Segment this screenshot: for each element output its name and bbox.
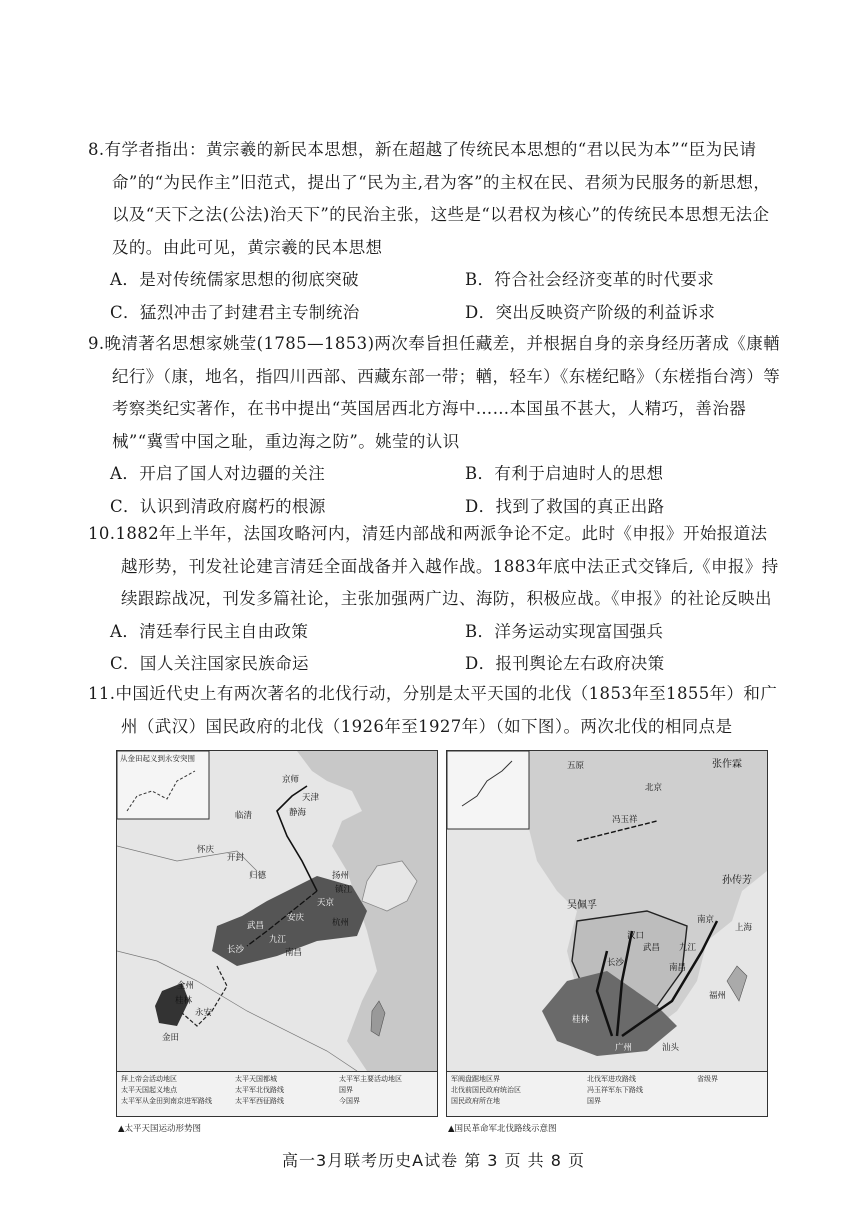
map-label: 天津 bbox=[302, 793, 320, 803]
map-label: 武昌 bbox=[247, 921, 265, 931]
option-d: D．报刊舆论左右政府决策 bbox=[465, 654, 665, 673]
option-c: C．国人关注国家民族命运 bbox=[110, 654, 309, 673]
legend-item: 太平军西征路线 bbox=[235, 1097, 284, 1105]
option-b: B．有利于启迪时人的思想 bbox=[465, 464, 664, 483]
option-c: C．认识到清政府腐朽的根源 bbox=[110, 496, 326, 516]
map-label: 广州 bbox=[615, 1043, 633, 1053]
map-label: 武昌 bbox=[643, 943, 661, 953]
map-label: 汕头 bbox=[662, 1043, 680, 1053]
option-c: C．猛烈冲击了封建君主专制统治 bbox=[110, 302, 360, 322]
map-label: 开封 bbox=[227, 853, 245, 863]
northern-expedition-map bbox=[446, 750, 768, 1117]
question-stem: 10.1882年上半年，法国攻略河内，清廷内部战和两派争论不定。此时《申报》开始报道法越形势，刊发社论建言清廷全面战备并入越作战。1883年底中法正式交锋后,《申报》持续跟踪战况，刊发多篇社论，主张加强两广边、海防，积极应战。《申报》的社论反映出 bbox=[88, 524, 779, 608]
legend-item: 国民政府所在地 bbox=[451, 1097, 500, 1105]
map-label: 南昌 bbox=[669, 963, 687, 973]
map-label: 金田 bbox=[162, 1033, 180, 1043]
map-label: 桂林 bbox=[572, 1015, 590, 1025]
map-label: 杭州 bbox=[332, 918, 350, 928]
legend-item: 拜上帝会活动地区 bbox=[121, 1075, 177, 1083]
options bbox=[88, 616, 784, 681]
map-label: 安庆 bbox=[287, 913, 305, 923]
legend-item: 北伐前国民政府统治区 bbox=[451, 1086, 521, 1094]
page-footer: 高一3月联考历史A试卷 第 3 页 共 8 页 bbox=[281, 1151, 585, 1170]
map-label: 桂林 bbox=[175, 996, 193, 1006]
option-d: D．突出反映资产阶级的利益诉求 bbox=[465, 302, 716, 322]
map-label: 九江 bbox=[679, 943, 697, 953]
map-label: 临清 bbox=[235, 811, 253, 821]
legend-item: 太平天国起义地点 bbox=[121, 1086, 177, 1094]
map-label: 全州 bbox=[177, 981, 195, 991]
map-label: 九江 bbox=[269, 935, 287, 945]
map-label: 扬州 bbox=[332, 871, 350, 881]
taiping-map bbox=[116, 750, 438, 1117]
map-label: 长沙 bbox=[227, 945, 245, 955]
map-label: 张作霖 bbox=[712, 759, 742, 770]
map-label: 归德 bbox=[249, 871, 267, 881]
map-label: 南京 bbox=[697, 915, 715, 925]
question-8 bbox=[88, 134, 784, 329]
map-label: 京师 bbox=[282, 775, 300, 785]
question-stem: 9.晚清著名思想家姚莹(1785—1853)两次奉旨担任藏差，并根据自身的亲身经历著成《康輶纪行》（康，地名，指四川西部、西藏东部一带；輶，轻车）《东槎纪略》（东槎指台湾）等考察类纪实著作，在书中提出“英国居西北方海中……本国虽不甚大，人精巧，善治器械”“冀雪中国之耻，重边海之防”。姚莹的认识 bbox=[88, 334, 781, 451]
legend-item: 太平军从金田到南京进军路线 bbox=[121, 1097, 212, 1105]
northern-expedition-map-graphic bbox=[447, 751, 767, 1071]
question-10 bbox=[88, 518, 784, 681]
legend-item: 太平天国都城 bbox=[235, 1075, 277, 1083]
question-stem: 11.中国近代史上有两次著名的北伐行动，分别是太平天国的北伐（1853年至1855年）和广州（武汉）国民政府的北伐（1926年至1927年）（如下图）。两次北伐的相同点是 bbox=[88, 684, 778, 736]
legend-item: 冯玉祥军东下路线 bbox=[587, 1086, 643, 1094]
option-a: A．开启了国人对边疆的关注 bbox=[110, 464, 326, 483]
map-label: 镇江 bbox=[335, 885, 353, 895]
map-label: 怀庆 bbox=[197, 845, 215, 855]
option-a: A．是对传统儒家思想的彻底突破 bbox=[110, 270, 359, 289]
options bbox=[88, 458, 784, 523]
option-a: A．清廷奉行民主自由政策 bbox=[110, 621, 309, 641]
inset-title: 从金田起义到永安突围 bbox=[120, 754, 195, 763]
map-label: 冯玉祥 bbox=[612, 815, 638, 825]
map-label: 五原 bbox=[567, 761, 585, 771]
question-9 bbox=[88, 328, 784, 523]
map-label: 南昌 bbox=[285, 948, 303, 958]
map-label: 长沙 bbox=[607, 958, 625, 968]
legend-item: 国界 bbox=[587, 1097, 601, 1105]
question-stem: 8.有学者指出：黄宗羲的新民本思想，新在超越了传统民本思想的“君以民为本”“臣为民请命”的“为民作主”旧范式，提出了“民为主,君为客”的主权在民、君须为民服务的新思想，以及“天下之法(公法)治天下”的民治主张，这些是“以君权为核心”的传统民本思想无法企及的。由此可见，黄宗羲的民本思想 bbox=[88, 140, 771, 257]
option-b: B．洋务运动实现富国强兵 bbox=[465, 621, 664, 641]
option-b: B．符合社会经济变革的时代要求 bbox=[465, 270, 715, 289]
map-legend bbox=[447, 1071, 767, 1116]
question-11 bbox=[88, 678, 784, 743]
map-label: 永安 bbox=[195, 1008, 213, 1018]
map-label: 福州 bbox=[709, 991, 727, 1001]
map-legend bbox=[117, 1071, 437, 1116]
legend-item: 国界 bbox=[339, 1086, 353, 1094]
taiping-map-graphic bbox=[117, 751, 437, 1071]
map-label: 孙传芳 bbox=[722, 875, 752, 886]
legend-item: 军阀盘踞地区界 bbox=[451, 1075, 500, 1083]
option-d: D．找到了救国的真正出路 bbox=[465, 496, 665, 516]
legend-item: 省级界 bbox=[697, 1075, 718, 1083]
map-label: 静海 bbox=[289, 808, 307, 818]
map-caption: ▲国民革命军北伐路线示意图 bbox=[448, 1124, 557, 1134]
map-caption: ▲太平天国运动形势图 bbox=[118, 1124, 202, 1134]
map-label: 上海 bbox=[735, 923, 753, 933]
options bbox=[88, 264, 784, 329]
legend-item: 太平军主要活动地区 bbox=[339, 1075, 402, 1083]
legend-item: 今国界 bbox=[339, 1097, 360, 1105]
map-label: 吴佩孚 bbox=[567, 900, 597, 911]
map-label: 汉口 bbox=[627, 931, 645, 941]
legend-item: 北伐军进攻路线 bbox=[587, 1075, 636, 1083]
legend-item: 太平军北伐路线 bbox=[235, 1086, 284, 1094]
map-label: 天京 bbox=[317, 898, 335, 908]
map-label: 北京 bbox=[645, 783, 663, 793]
